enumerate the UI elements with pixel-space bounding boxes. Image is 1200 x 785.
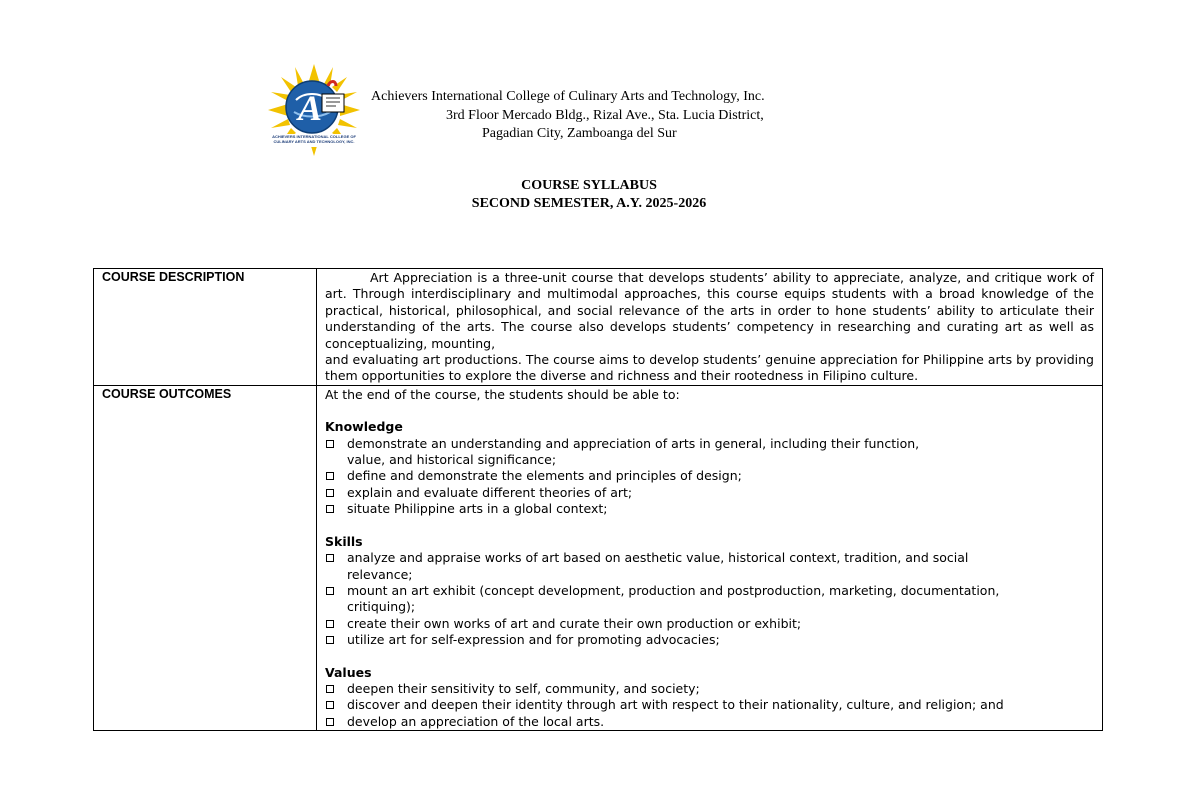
institution-name: Achievers International College of Culinary Arts and Technology, Inc. — [371, 89, 765, 104]
course-outcomes-row — [94, 385, 1103, 730]
list-item: mount an art exhibit (concept development, production and postproduction, marketing, documentation, critiquing); — [325, 583, 1094, 616]
outcomes-intro: At the end of the course, the students should be able to: — [325, 386, 680, 402]
checkbox-bullet-icon — [326, 554, 334, 562]
list-item: develop an appreciation of the local arts. — [325, 714, 1094, 730]
description-paragraph-1: Art Appreciation is a three-unit course that develops students’ ability to appreciate, analyze, and critique work of art. Through interdisciplinary and multimodal approaches, this course equips students with a broad knowledge of the practical, historical, philosophical, and social relevance of the arts in order to hone students’ ability to articulate their understanding of the arts. The course also develops students’ competency in researching and curating art as well as conceptualizing, mounting, — [325, 270, 1094, 351]
skills-heading: Skills — [325, 533, 363, 549]
list-item: explain and evaluate different theories of art; — [325, 485, 1094, 501]
syllabus-table — [93, 268, 1103, 731]
checkbox-bullet-icon — [326, 472, 334, 480]
checkbox-bullet-icon — [326, 620, 334, 628]
checkbox-bullet-icon — [326, 636, 334, 644]
checkbox-bullet-icon — [326, 587, 334, 595]
address-line-1: 3rd Floor Mercado Bldg., Rizal Ave., Sta. Lucia District, — [446, 108, 764, 123]
course-outcomes-label: COURSE OUTCOMES — [94, 385, 317, 730]
list-item: demonstrate an understanding and appreciation of arts in general, including their function, value, and historical significance; — [325, 436, 1094, 469]
skills-list — [325, 550, 1094, 648]
course-description-text — [317, 269, 1103, 386]
logo-caption: ACHIEVERS INTERNATIONAL COLLEGE OF CULINARY ARTS AND TECHNOLOGY, INC. — [272, 134, 356, 144]
checkbox-bullet-icon — [326, 701, 334, 709]
checkbox-bullet-icon — [326, 685, 334, 693]
values-heading: Values — [325, 664, 372, 680]
svg-text:A: A — [297, 88, 323, 128]
list-item: define and demonstrate the elements and principles of design; — [325, 468, 1094, 484]
list-item: deepen their sensitivity to self, community, and society; — [325, 681, 1094, 697]
list-item: create their own works of art and curate their own production or exhibit; — [325, 616, 1094, 632]
values-list — [325, 681, 1094, 730]
course-outcomes-content — [317, 385, 1103, 730]
checkbox-bullet-icon — [326, 440, 334, 448]
syllabus-title: COURSE SYLLABUS — [521, 178, 657, 193]
course-description-row — [94, 269, 1103, 386]
checkbox-bullet-icon — [326, 489, 334, 497]
list-item: analyze and appraise works of art based on aesthetic value, historical context, tradition, and social relevance; — [325, 550, 1094, 583]
list-item: utilize art for self-expression and for promoting advocacies; — [325, 632, 1094, 648]
checkbox-bullet-icon — [326, 505, 334, 513]
description-paragraph-2: and evaluating art productions. The course aims to develop students’ genuine appreciation for Philippine arts by providing them opportunities to explore the diverse and richness and their rootedness in Filipino culture. — [325, 352, 1094, 384]
checkbox-bullet-icon — [326, 718, 334, 726]
course-description-label: COURSE DESCRIPTION — [94, 269, 317, 386]
list-item: discover and deepen their identity through art with respect to their nationality, culture, and religion; and — [325, 697, 1094, 713]
list-item: situate Philippine arts in a global context; — [325, 501, 1094, 517]
semester-title: SECOND SEMESTER, A.Y. 2025-2026 — [471, 196, 707, 211]
address-line-2: Pagadian City, Zamboanga del Sur — [482, 126, 677, 141]
knowledge-heading: Knowledge — [325, 419, 403, 435]
knowledge-list — [325, 436, 1094, 518]
